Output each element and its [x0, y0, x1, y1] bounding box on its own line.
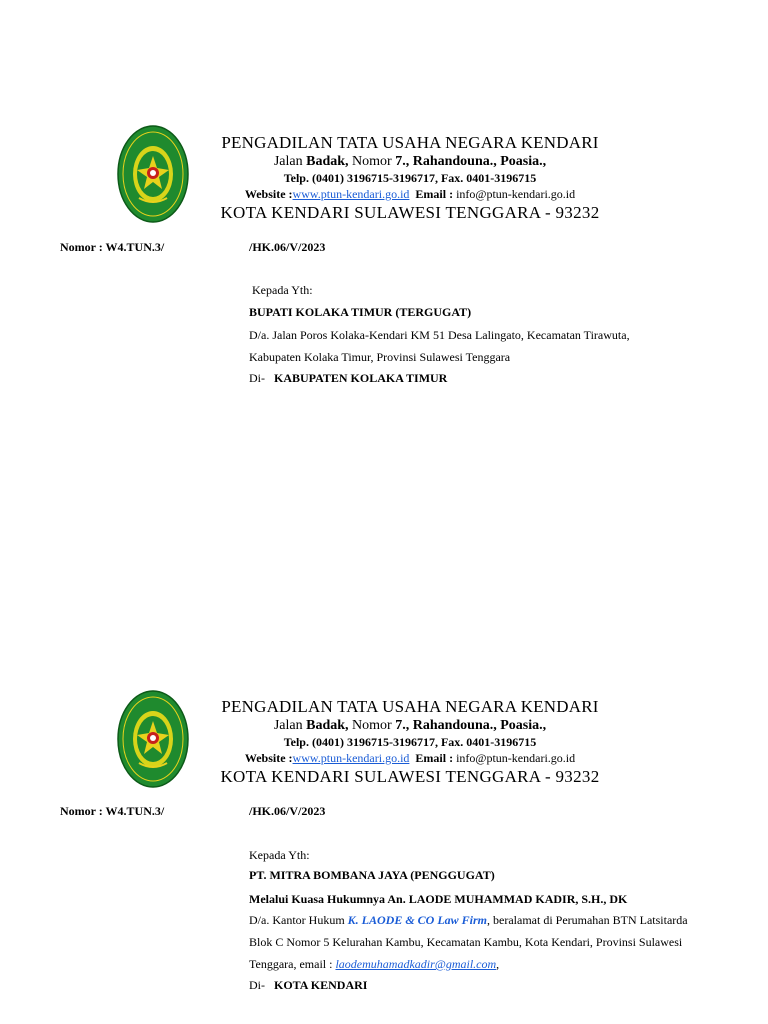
- kepada-label: Kepada Yth:: [249, 848, 310, 862]
- destination: Di- KABUPATEN KOLAKA TIMUR: [249, 371, 448, 385]
- email-link[interactable]: laodemuhamadkadir@gmail.com: [335, 957, 497, 971]
- recipient-address-1: D/a. Jalan Poros Kolaka-Kendari KM 51 Desa Lalingato, Kecamatan Tirawuta,: [249, 328, 630, 342]
- destination: Di- KOTA KENDARI: [249, 978, 368, 992]
- recipient-via: Melalui Kuasa Hukumnya An. LAODE MUHAMMAD KADIR, S.H., DK: [249, 892, 628, 906]
- recipient-name: BUPATI KOLAKA TIMUR (TERGUGAT): [249, 305, 472, 319]
- court-web: Website :www.ptun-kendari.go.id Email : info@ptun-kendari.go.id: [244, 751, 576, 765]
- court-emblem-icon: [117, 124, 189, 220]
- court-web: Website :www.ptun-kendari.go.id Email : info@ptun-kendari.go.id: [244, 187, 576, 201]
- recipient-address-3: Tenggara, email : laodemuhamadkadir@gmail.com,: [249, 957, 500, 971]
- court-phone: Telp. (0401) 3196715-3196717, Fax. 0401-3196715: [283, 735, 537, 749]
- recipient-address-1: D/a. Kantor Hukum K. LAODE & CO Law Firm, beralamat di Perumahan BTN Latsitarda: [249, 913, 688, 927]
- letter-number: Nomor : W4.TUN.3/: [60, 804, 165, 818]
- law-firm-name: K. LAODE & CO Law Firm: [347, 913, 488, 927]
- website-link[interactable]: www.ptun-kendari.go.id: [292, 187, 410, 201]
- letterhead: [200, 133, 620, 224]
- recipient-address-2: Blok C Nomor 5 Kelurahan Kambu, Kecamatan Kambu, Kota Kendari, Provinsi Sulawesi: [249, 935, 683, 949]
- recipient-address-2: Kabupaten Kolaka Timur, Provinsi Sulawesi Tenggara: [249, 350, 511, 364]
- court-email: info@ptun-kendari.go.id: [453, 751, 576, 765]
- letter-reference: /HK.06/V/2023: [249, 804, 326, 818]
- court-city: KOTA KENDARI SULAWESI TENGGARA - 93232: [220, 203, 600, 222]
- court-emblem-icon: [117, 689, 189, 785]
- court-name: PENGADILAN TATA USAHA NEGARA KENDARI: [221, 697, 599, 716]
- letter-reference: /HK.06/V/2023: [249, 240, 326, 254]
- court-address: Jalan Badak, Nomor 7., Rahandouna., Poasia.,: [273, 718, 547, 733]
- court-phone: Telp. (0401) 3196715-3196717, Fax. 0401-3196715: [283, 171, 537, 185]
- court-city: KOTA KENDARI SULAWESI TENGGARA - 93232: [220, 767, 600, 786]
- court-address: Jalan Badak, Nomor 7., Rahandouna., Poasia.,: [273, 154, 547, 169]
- court-email: info@ptun-kendari.go.id: [453, 187, 576, 201]
- recipient-block: [249, 848, 719, 998]
- kepada-label: Kepada Yth:: [252, 283, 313, 297]
- letterhead: [200, 697, 620, 788]
- website-link[interactable]: www.ptun-kendari.go.id: [292, 751, 410, 765]
- recipient-block: [249, 283, 719, 393]
- court-name: PENGADILAN TATA USAHA NEGARA KENDARI: [221, 133, 599, 152]
- letter-number: Nomor : W4.TUN.3/: [60, 240, 165, 254]
- recipient-name: PT. MITRA BOMBANA JAYA (PENGGUGAT): [249, 868, 495, 882]
